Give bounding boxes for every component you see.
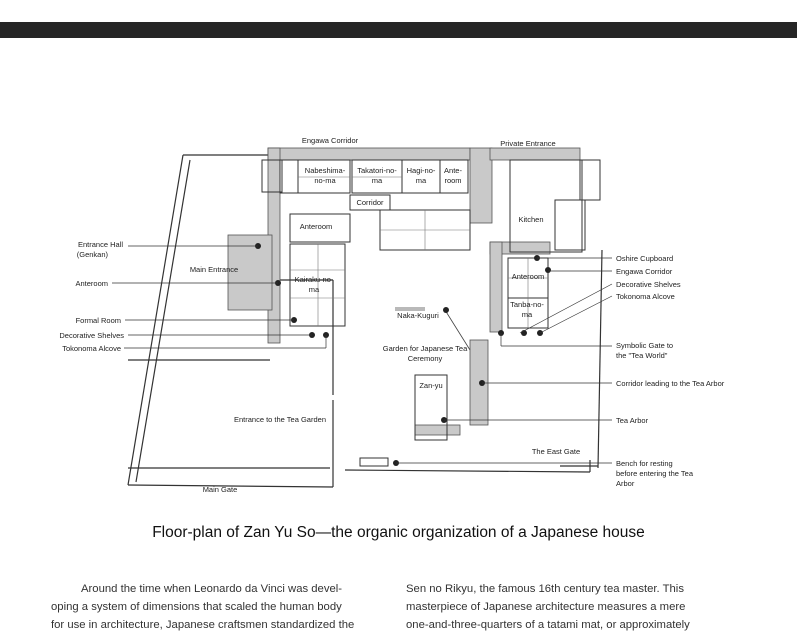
label-garden-2: Ceremony	[407, 354, 443, 363]
label-east-gate: The East Gate	[531, 447, 581, 456]
label-corridor: Corridor	[356, 198, 384, 207]
label-nabeshima-1: Nabeshima-	[304, 166, 346, 175]
label-naka-kuguri: Naka-Kuguri	[397, 311, 439, 320]
label-zanyu: Zan-yu	[419, 381, 443, 390]
label-garden-1: Garden for Japanese Tea	[382, 344, 468, 353]
paragraph-left-line: for use in architecture, Japanese craftsmen standardized the	[51, 619, 355, 631]
right-oshire: Oshire Cupboard	[616, 254, 674, 263]
label-takatori-1: Takatori-no-	[357, 166, 397, 175]
left-anteroom: Anteroom	[75, 279, 108, 288]
right-tokonoma: Tokonoma Alcove	[616, 292, 675, 301]
label-anteroom-upper: Anteroom	[299, 222, 333, 231]
label-takatori-2: ma	[371, 176, 383, 185]
paragraph-right	[406, 580, 746, 634]
label-main-gate: Main Gate	[202, 485, 238, 494]
paragraph-right-line: one-and-three-quarters of a tatami mat, or approximately	[406, 619, 690, 631]
label-kitchen: Kitchen	[518, 215, 544, 224]
label-anteroom-right: Anteroom	[511, 272, 545, 281]
floor-plan-figure	[0, 130, 797, 500]
left-tokonoma: Tokonoma Alcove	[62, 344, 121, 353]
left-formal-room: Formal Room	[75, 316, 121, 325]
paragraph-left	[51, 580, 391, 634]
label-hagi-2: ma	[415, 176, 427, 185]
label-kairaku-2: ma	[308, 285, 320, 294]
right-corridor-arbor: Corridor leading to the Tea Arbor	[616, 379, 725, 388]
left-decorative-shelves: Decorative Shelves	[59, 331, 124, 340]
label-ante-2: room	[444, 176, 462, 185]
right-decorative-shelves: Decorative Shelves	[616, 280, 681, 289]
label-ante-1: Ante-	[444, 166, 462, 175]
label-tanba-2: ma	[521, 310, 533, 319]
left-entrance-hall-1: Entrance Hall	[77, 240, 123, 249]
label-tanba-1: Tanba-no-	[510, 300, 544, 309]
left-entrance-hall-2: (Genkan)	[76, 250, 108, 259]
label-kairaku-1: Kairaku-no-	[294, 275, 334, 284]
right-symbolic-gate-2: the "Tea World"	[616, 351, 668, 360]
paragraph-right-line: Sen no Rikyu, the famous 16th century tea master. This	[406, 583, 684, 595]
label-main-entrance: Main Entrance	[189, 265, 239, 274]
paragraph-right-line: masterpiece of Japanese architecture measures a mere	[406, 601, 686, 613]
paragraph-left-line: Around the time when Leonardo da Vinci was devel-	[81, 583, 343, 595]
right-symbolic-gate-1: Symbolic Gate to	[616, 341, 674, 350]
top-dark-band	[0, 22, 797, 38]
label-nabeshima-2: no-ma	[314, 176, 336, 185]
engawa-shading	[228, 148, 580, 435]
label-entrance-tea-garden: Entrance to the Tea Garden	[233, 415, 327, 424]
label-hagi-1: Hagi-no-	[406, 166, 436, 175]
label-engawa-top: Engawa Corridor	[301, 136, 359, 145]
right-bench-3: Arbor	[616, 479, 635, 488]
right-tea-arbor: Tea Arbor	[616, 416, 649, 425]
left-callout-labels	[59, 240, 124, 353]
room-labels	[190, 136, 580, 494]
figure-caption: Floor-plan of Zan Yu So—the organic organization of a Japanese house	[152, 524, 645, 541]
paragraph-left-line: oping a system of dimensions that scaled the human body	[51, 601, 342, 613]
floor-plan-drawing	[0, 130, 797, 500]
label-private-entrance: Private Entrance	[500, 139, 556, 148]
right-callout-labels	[616, 254, 725, 488]
right-bench-2: before entering the Tea	[616, 469, 694, 478]
right-bench-1: Bench for resting	[616, 459, 673, 468]
right-engawa: Engawa Corridor	[616, 267, 673, 276]
